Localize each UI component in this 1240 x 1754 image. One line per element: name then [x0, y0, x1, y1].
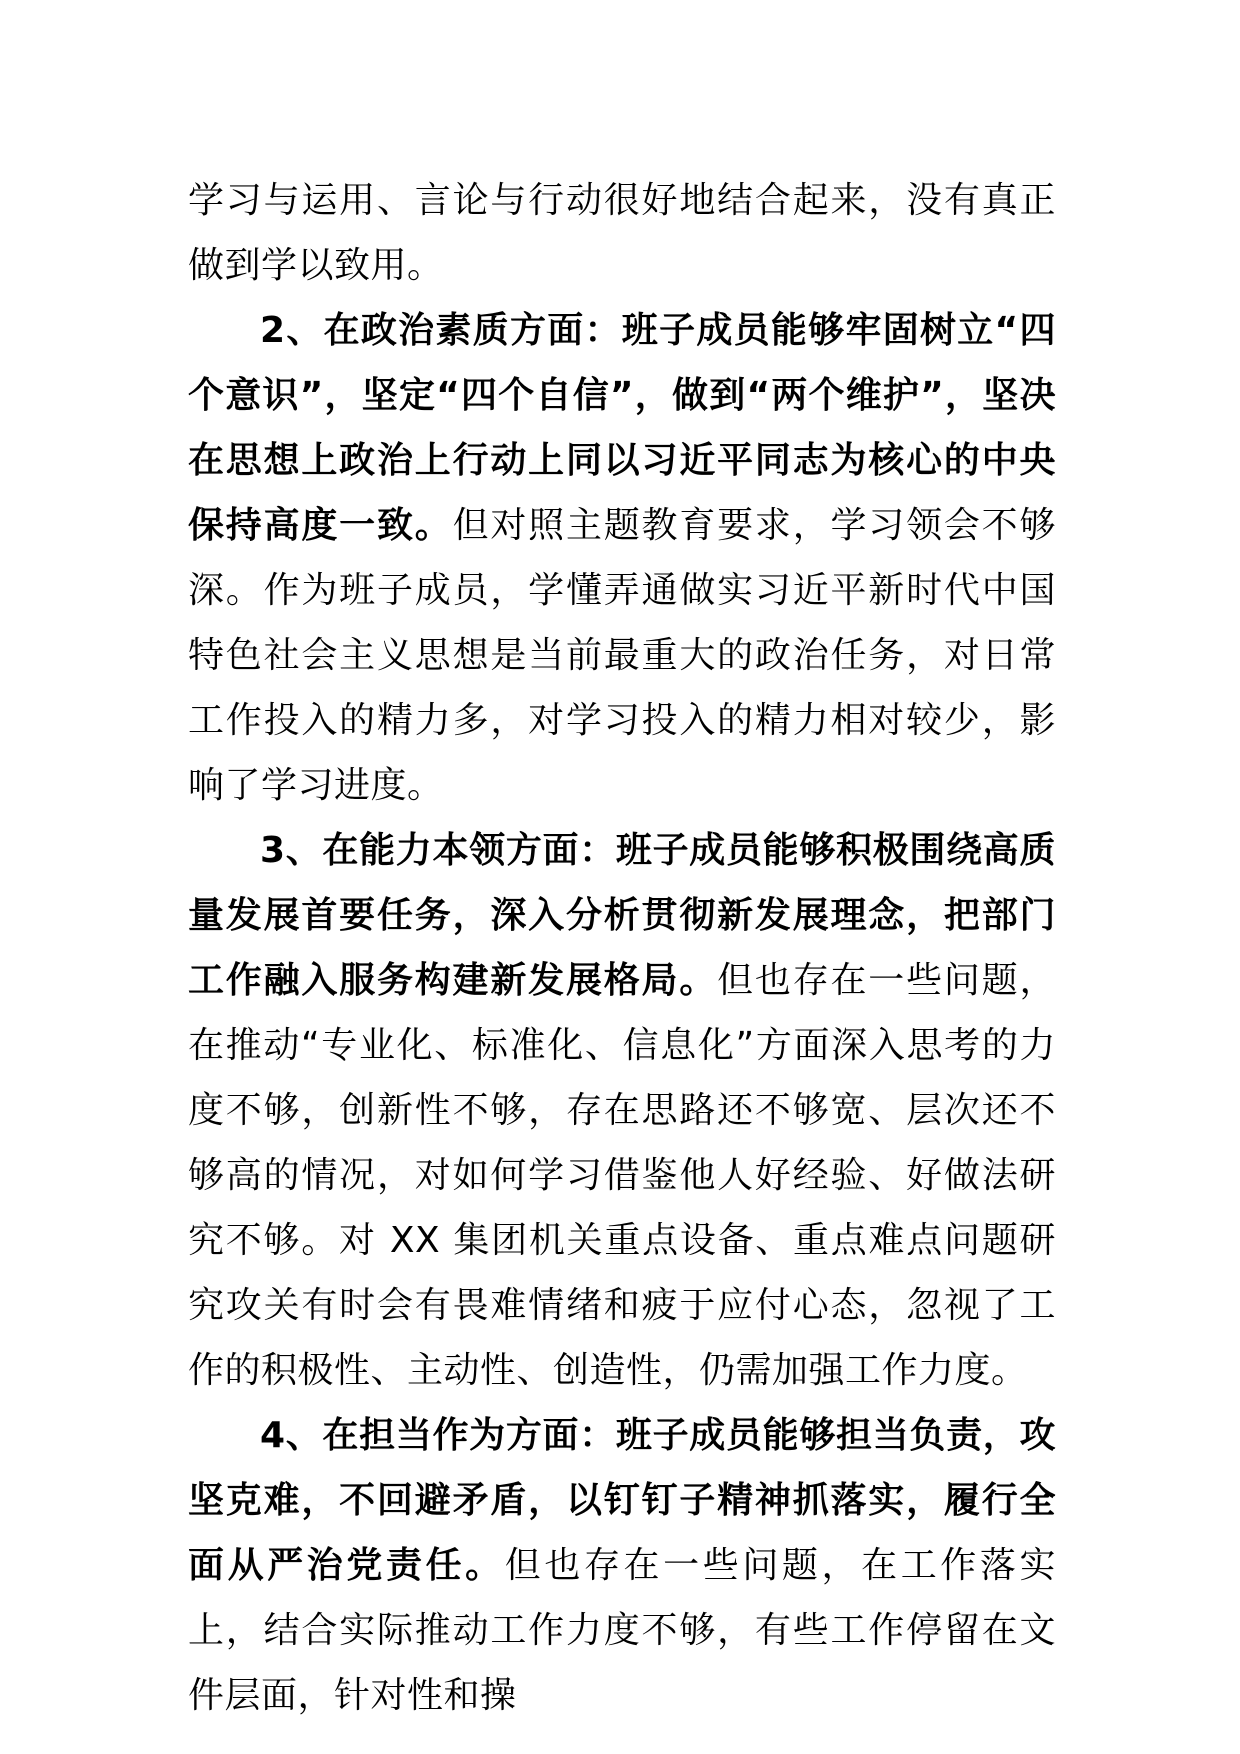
paragraph-political-quality	[188, 298, 1056, 818]
paragraph-body: 学习与运用、言论与行动很好地结合起来，没有真正做到学以致用。	[188, 180, 1056, 286]
paragraph-heading: 3、在能力本领方面：班子成员能够积极围绕高质量发展首要任务，深入分析贯彻新发展理念，把部门工作融入服务构建新发展格局。	[188, 830, 1056, 1001]
document-page	[188, 168, 1056, 1728]
paragraph-body: 但也存在一些问题，在工作落实上，结合实际推动工作力度不够，有些工作停留在文件层面，针对性和操	[188, 1545, 1056, 1716]
paragraph-body: 但对照主题教育要求，学习领会不够深。作为班子成员，学懂弄通做实习近平新时代中国特色社会主义思想是当前最重大的政治任务，对日常工作投入的精力多，对学习投入的精力相对较少，影响了学习进度。	[188, 505, 1056, 806]
paragraph-heading: 4、在担当作为方面：班子成员能够担当负责，攻坚克难，不回避矛盾，以钉钉子精神抓落实，履行全面从严治党责任。	[188, 1415, 1056, 1586]
paragraph-continuation	[188, 168, 1056, 298]
paragraph-capability	[188, 818, 1056, 1403]
paragraph-responsibility	[188, 1403, 1056, 1728]
paragraph-heading: 2、在政治素质方面：班子成员能够牢固树立“四个意识”，坚定“四个自信”，做到“两个维护”，坚决在思想上政治上行动上同以习近平同志为核心的中央保持高度一致。	[188, 310, 1056, 546]
paragraph-body: 但也存在一些问题，在推动“专业化、标准化、信息化”方面深入思考的力度不够，创新性不够，存在思路还不够宽、层次还不够高的情况，对如何学习借鉴他人好经验、好做法研究不够。对 XX 集团机关重点设备、重点难点问题研究攻关有时会有畏难情绪和疲于应付心态，忽视了工作的积极性、主动性、创造性，仍需加强工作力度。	[188, 960, 1056, 1391]
